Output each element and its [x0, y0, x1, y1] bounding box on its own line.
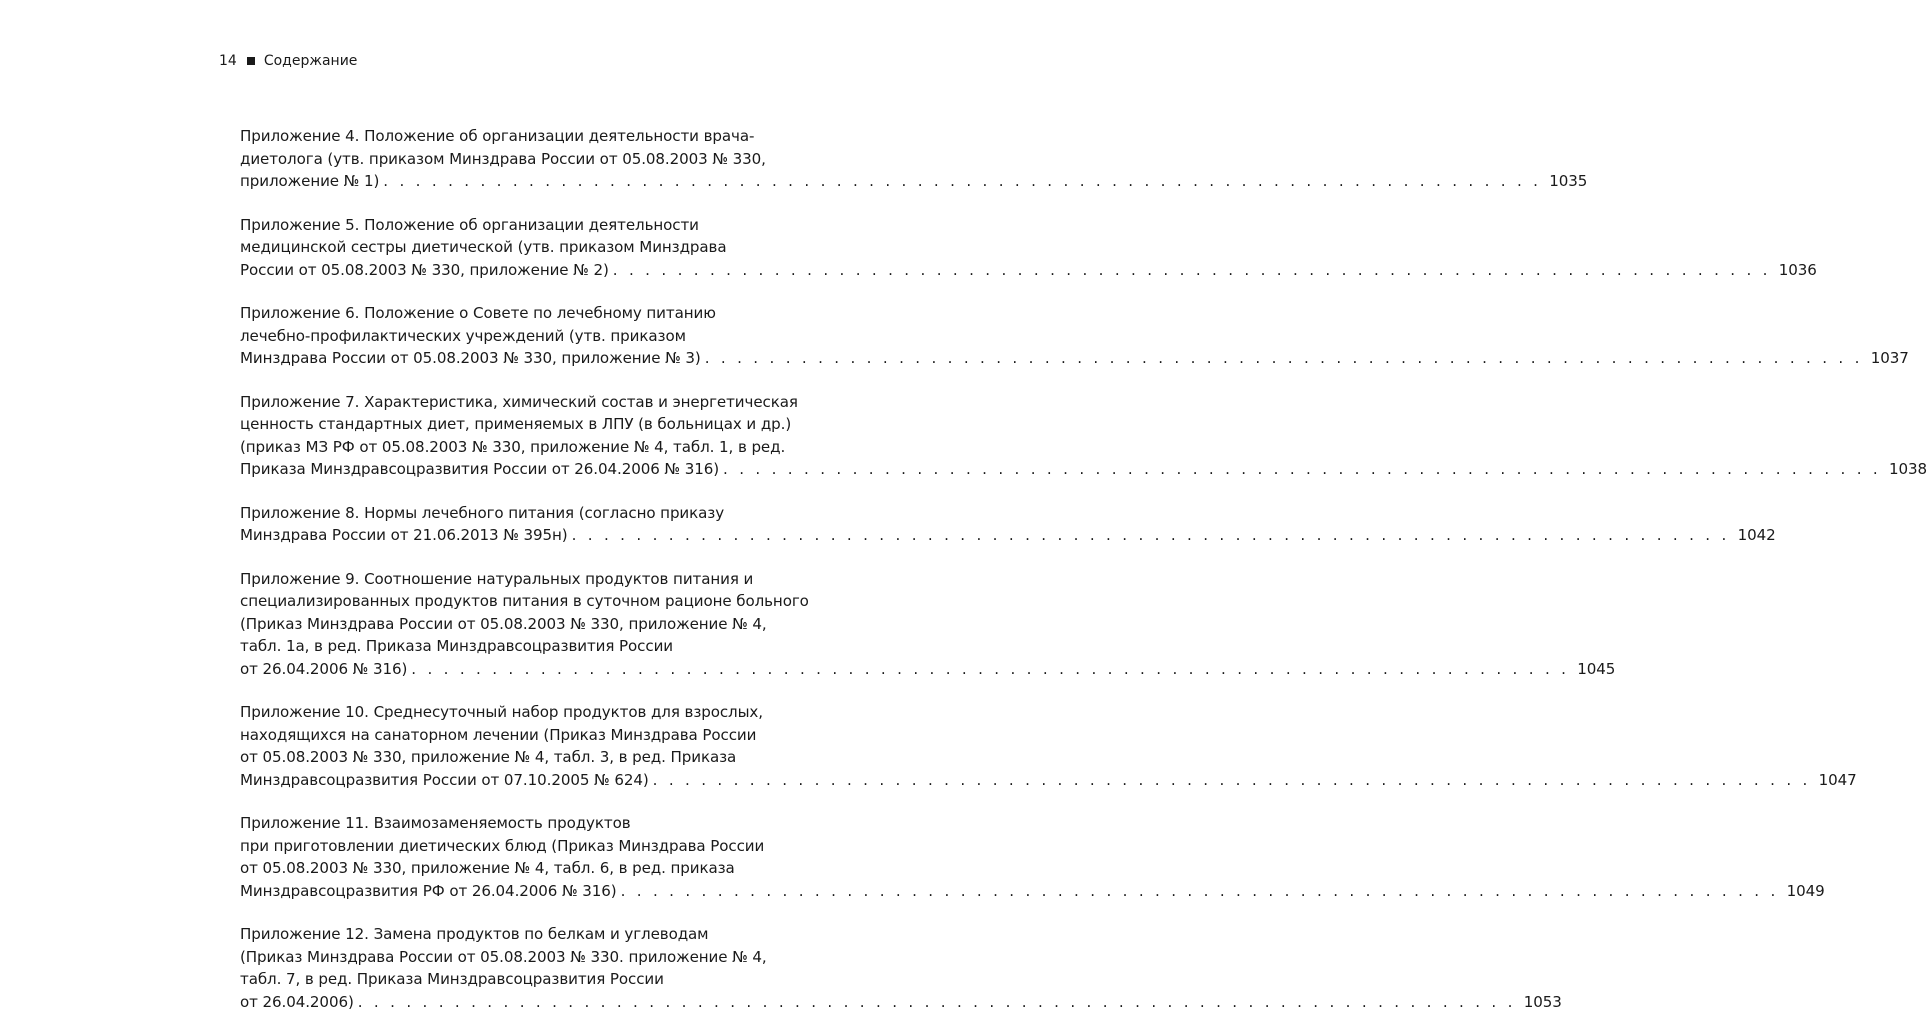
toc-entry-line: медицинской сестры диетической (утв. приказом Минздрава — [240, 238, 727, 256]
toc-entry-line: (приказ МЗ РФ от 05.08.2003 № 330, приложение № 4, табл. 1, в ред. — [240, 437, 786, 456]
toc-page-number[interactable]: 1037 — [1870, 349, 1909, 367]
toc-entry[interactable] — [240, 502, 1776, 547]
page-number: 14 — [219, 53, 237, 69]
dot-leader: . . . . . . . . . . . . . . . . . . . . . . . . . . . . . . . . . . . . . . . . . . . . . . . . . . . . . . . . . . . . . . . . . . . . . . . . — [357, 992, 1516, 1011]
toc-page-number[interactable]: 1042 — [1737, 526, 1776, 544]
toc-entry-line: Приложение 8. Нормы лечебного питания (согласно приказу — [240, 503, 725, 522]
dot-leader: . . . . . . . . . . . . . . . . . . . . . . . . . . . . . . . . . . . . . . . . . . . . . . . . . . . . . . . . . . . . . . . . . . . . . . . . — [704, 349, 1863, 367]
toc-entry[interactable] — [240, 812, 1825, 902]
toc-entry[interactable] — [240, 214, 1817, 282]
toc-entry-line: Приложение 12. Замена продуктов по белкам и углеводам — [240, 925, 709, 943]
toc-entry-line: Минздрава России от 21.06.2013 № 395н) — [240, 526, 568, 544]
toc-entry[interactable] — [240, 302, 1909, 370]
toc-entry-line: Приложение 7. Характеристика, химический состав и энергетическая — [240, 392, 798, 411]
toc-page-number[interactable]: 1053 — [1523, 992, 1562, 1011]
dot-leader: . . . . . . . . . . . . . . . . . . . . . . . . . . . . . . . . . . . . . . . . . . . . . . . . . . . . . . . . . . . . . . . . . . . . . . . . — [383, 172, 1542, 190]
toc-page-number[interactable]: 1049 — [1786, 881, 1825, 900]
toc-page-number[interactable]: 1038 — [1889, 460, 1927, 478]
square-bullet-icon — [247, 57, 255, 65]
toc-entry-line: Минздравсоцразвития России от 07.10.2005 № 624) — [240, 770, 649, 789]
toc-entry[interactable] — [240, 701, 1857, 791]
toc-entry-line: России от 05.08.2003 № 330, приложение № 2) — [240, 260, 609, 279]
toc-entry-last-line — [240, 769, 1857, 792]
toc-page-number[interactable]: 1035 — [1549, 172, 1588, 190]
dot-leader: . . . . . . . . . . . . . . . . . . . . . . . . . . . . . . . . . . . . . . . . . . . . . . . . . . . . . . . . . . . . . . . . . . . . . . . . — [620, 881, 1779, 900]
toc-entry-line: от 26.04.2006) — [240, 992, 354, 1011]
toc-entry-line: Приказа Минздравсоцразвития России от 26.04.2006 № 316) — [240, 460, 720, 478]
toc-entry-last-line — [240, 458, 1927, 481]
toc-entry-line: от 05.08.2003 № 330, приложение № 4, табл. 6, в ред. приказа — [240, 859, 735, 877]
toc-entry[interactable] — [240, 125, 1588, 193]
dot-leader: . . . . . . . . . . . . . . . . . . . . . . . . . . . . . . . . . . . . . . . . . . . . . . . . . . . . . . . . . . . . . . . . . . . . . . . . — [612, 260, 1771, 279]
toc-entry-line: Приложение 9. Соотношение натуральных продуктов питания и — [240, 569, 754, 588]
toc-entry-line: табл. 7, в ред. Приказа Минздравсоцразвития России — [240, 970, 664, 988]
toc-entry[interactable] — [240, 391, 1927, 481]
toc-entry-line: табл. 1а, в ред. Приказа Минздравсоцразвития России — [240, 637, 674, 655]
toc-entry-last-line — [240, 880, 1825, 903]
running-head — [219, 51, 357, 71]
toc-entry-last-line — [240, 991, 1562, 1014]
toc-entry-line: от 26.04.2006 № 316) — [240, 659, 408, 678]
table-of-contents — [240, 125, 1927, 1034]
dot-leader: . . . . . . . . . . . . . . . . . . . . . . . . . . . . . . . . . . . . . . . . . . . . . . . . . . . . . . . . . . . . . . . . . . . . . . . . — [723, 460, 1882, 478]
toc-entry-last-line — [240, 658, 1616, 681]
dot-leader: . . . . . . . . . . . . . . . . . . . . . . . . . . . . . . . . . . . . . . . . . . . . . . . . . . . . . . . . . . . . . . . . . . . . . . . . — [571, 526, 1730, 544]
toc-entry-line: Приложение 4. Положение об организации деятельности врача- — [240, 127, 755, 145]
toc-entry-line: (Приказ Минздрава России от 05.08.2003 № 330, приложение № 4, — [240, 614, 767, 633]
toc-entry-line: Минздравсоцразвития РФ от 26.04.2006 № 316) — [240, 881, 617, 900]
toc-entry[interactable] — [240, 923, 1562, 1013]
toc-entry-line: при приготовлении диетических блюд (Приказ Минздрава России — [240, 836, 765, 855]
toc-entry-line: приложение № 1) — [240, 172, 380, 190]
toc-entry-line: Приложение 10. Среднесуточный набор продуктов для взрослых, — [240, 703, 763, 721]
dot-leader: . . . . . . . . . . . . . . . . . . . . . . . . . . . . . . . . . . . . . . . . . . . . . . . . . . . . . . . . . . . . . . . . . . . . . . . . — [411, 659, 1570, 678]
toc-entry-line: (Приказ Минздрава России от 05.08.2003 № 330. приложение № 4, — [240, 947, 767, 966]
toc-entry-line: диетолога (утв. приказом Минздрава России от 05.08.2003 № 330, — [240, 149, 766, 168]
toc-entry-line: лечебно-профилактических учреждений (утв. приказом — [240, 326, 686, 345]
toc-entry-line: Приложение 6. Положение о Совете по лечебному питанию — [240, 304, 716, 322]
toc-entry-line: ценность стандартных диет, применяемых в ЛПУ (в больницах и др.) — [240, 415, 792, 433]
toc-entry-line: от 05.08.2003 № 330, приложение № 4, табл. 3, в ред. Приказа — [240, 748, 737, 766]
toc-page-number[interactable]: 1036 — [1778, 260, 1817, 279]
toc-entry-last-line — [240, 347, 1909, 370]
toc-entry-line: Минздрава России от 05.08.2003 № 330, приложение № 3) — [240, 349, 701, 367]
toc-entry-last-line — [240, 259, 1817, 282]
toc-entry-line: Приложение 11. Взаимозаменяемость продуктов — [240, 814, 631, 832]
toc-entry-last-line — [240, 170, 1588, 193]
toc-entry[interactable] — [240, 568, 1616, 681]
toc-entry-last-line — [240, 524, 1776, 547]
toc-entry-line: находящихся на санаторном лечении (Приказ Минздрава России — [240, 725, 757, 744]
section-title: Содержание — [263, 53, 358, 69]
toc-entry-line: специализированных продуктов питания в суточном рационе больного — [240, 592, 809, 610]
toc-entry-line: Приложение 5. Положение об организации деятельности — [240, 215, 699, 234]
toc-page-number[interactable]: 1047 — [1818, 770, 1857, 789]
dot-leader: . . . . . . . . . . . . . . . . . . . . . . . . . . . . . . . . . . . . . . . . . . . . . . . . . . . . . . . . . . . . . . . . . . . . . . . . — [652, 770, 1811, 789]
toc-page-number[interactable]: 1045 — [1577, 659, 1616, 678]
